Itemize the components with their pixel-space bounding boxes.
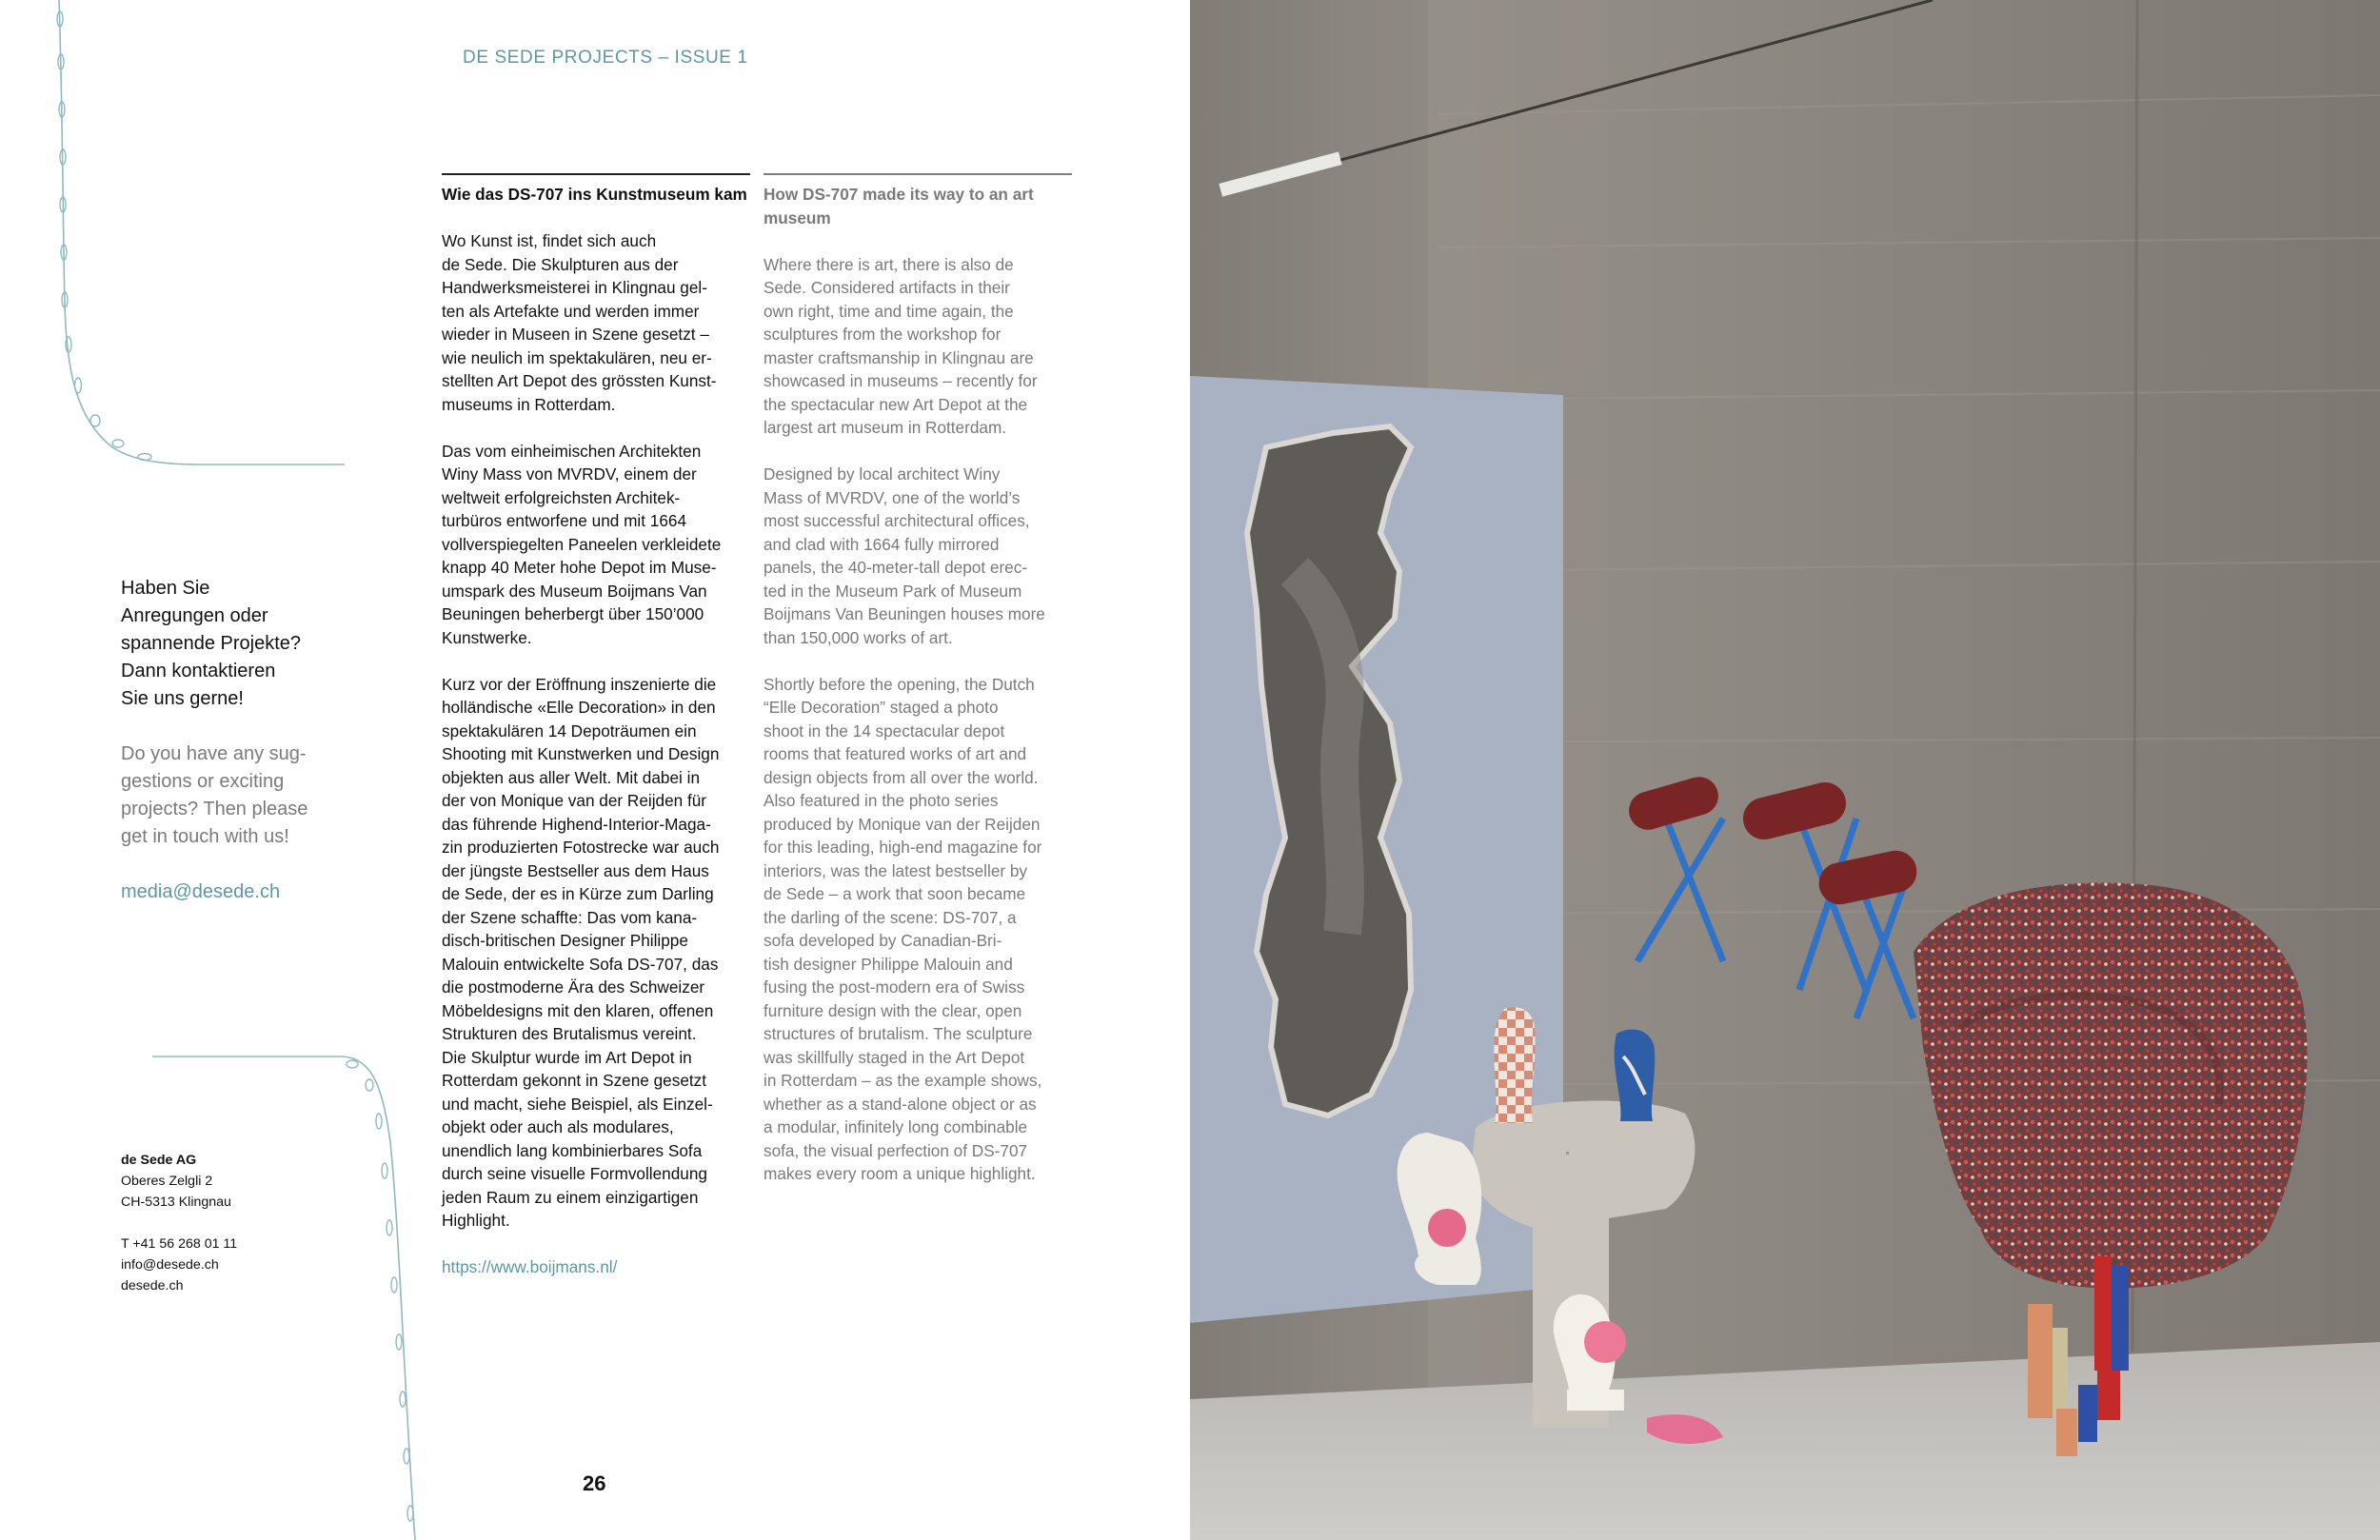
article-english-column bbox=[764, 173, 1072, 1209]
contact-text-en: Do you have any sug- gestions or exciting projects? Then please get in touch with us! bbox=[121, 743, 308, 847]
boijmans-link[interactable]: https://www.boijmans.nl/ bbox=[442, 1257, 618, 1276]
article-paragraph-en-1: Where there is art, there is also de Sede. Considered artifacts in their own right, time and time again, the sculptures from the workshop for master craftsmanship in Klingnau are showcased in museums – recently for the spectacular new Art Depot at the largest art museum in Rotterdam. bbox=[764, 254, 1038, 437]
company-name: de Sede AG bbox=[121, 1153, 197, 1168]
contact-callout bbox=[121, 575, 368, 906]
article-german-column bbox=[442, 173, 750, 1279]
article-paragraph-en-3: Shortly before the opening, the Dutch “Elle Decoration” staged a photo shoot in the 14 spectacular depot rooms that featured works of art and design objects from all over the world. Also featured in the photo series produced by Monique van der Reijden for this leading, high-end magazine for interiors, was the latest bestseller by de Sede – a work that soon became the darling of the scene: DS-707, a sofa developed by Canadian-Bri- tish designer Philippe Malouin and fusing the post-modern era of Swiss furniture design with the clear, open structures of brutalism. The sculpture was skillfully staged in the Art Depot in Rotterdam – as the example shows, whether as a stand-alone object or as a modular, infinitely long combinable sofa, the visual perfection of DS-707 makes every room a unique highlight. bbox=[764, 674, 1042, 1183]
media-email-link[interactable]: media@desede.ch bbox=[121, 881, 281, 902]
article-title-de: Wie das DS-707 ins Kunstmuseum kam bbox=[442, 185, 747, 204]
contact-text-de: Haben Sie Anregungen oder spannende Projekte? Dann kontaktieren Sie uns gerne! bbox=[121, 578, 302, 709]
address-website: desede.ch bbox=[121, 1278, 184, 1293]
article-title-en: How DS-707 made its way to an art museum bbox=[764, 185, 1034, 227]
issue-header: DE SEDE PROJECTS – ISSUE 1 bbox=[463, 48, 748, 68]
company-address bbox=[121, 1150, 368, 1296]
article-paragraph-de-2: Das vom einheimischen Architekten Winy Mass von MVRDV, einem der weltweit erfolgreichsten Architek- turbüros entworfene und mit 1664 vollverspiegelten Paneelen verkleidete knapp 40 Meter hohe Depot im Muse- umspark des Museum Boijmans Van Beuningen beherbergt über 150’000 Kunstwerke. bbox=[442, 441, 722, 647]
article-paragraph-en-2: Designed by local architect Winy Mass of MVRDV, one of the world’s most successful architectural offices, and clad with 1664 fully mirrored panels, the 40-meter-tall depot erec- ted in the Museum Park of Museum Boijmans Van Beuningen houses more than 150,000 works of art. bbox=[764, 464, 1045, 647]
art-depot-photo bbox=[1190, 0, 2380, 1540]
address-street: Oberes Zelgli 2 bbox=[121, 1174, 213, 1189]
page-number: 26 bbox=[583, 1471, 606, 1495]
address-phone: T +41 56 268 01 11 bbox=[121, 1236, 238, 1252]
right-page bbox=[1190, 0, 2380, 1540]
article-paragraph-de-3: Kurz vor der Eröffnung inszenierte die holländische «Elle Decoration» in den spektakulären 14 Depoträumen ein Shooting mit Kunstwerken und Design objekten aus aller Welt. Mit dabei in der von Monique van der Reijden für das führende Highend-Interior-Maga- zin produzierten Fotostrecke war auch der jüngste Bestseller aus dem Haus de Sede, der es in Kürze zum Darling der Szene schaffte: Das vom kana- disch-britischen Designer Philippe Malouin entwickelte Sofa DS-707, das die postmoderne Ära des Schweizer Möbeldesigns mit den klaren, offenen Strukturen des Brutalismus vereint. Die Skulptur wurde im Art Depot in Rotterdam gekonnt in Szene gesetzt und macht, siehe Beispiel, als Einzel- objekt oder auch als modulares, unendlich lang kombinierbares Sofa durch seine visuelle Formvollendung jeden Raum zu einem einzigartigen Highlight. bbox=[442, 674, 720, 1230]
address-city: CH-5313 Klingnau bbox=[121, 1194, 231, 1210]
address-email: info@desede.ch bbox=[121, 1257, 219, 1273]
article-paragraph-de-1: Wo Kunst ist, findet sich auch de Sede. Die Skulpturen aus der Handwerksmeisterei in Klingnau gel- ten als Artefakte und werden immer wieder in Museen in Szene gesetzt – wie neulich im spektakulären, neu er- stellten Art Depot des grössten Kunst- museums in Rotterdam. bbox=[442, 231, 717, 414]
